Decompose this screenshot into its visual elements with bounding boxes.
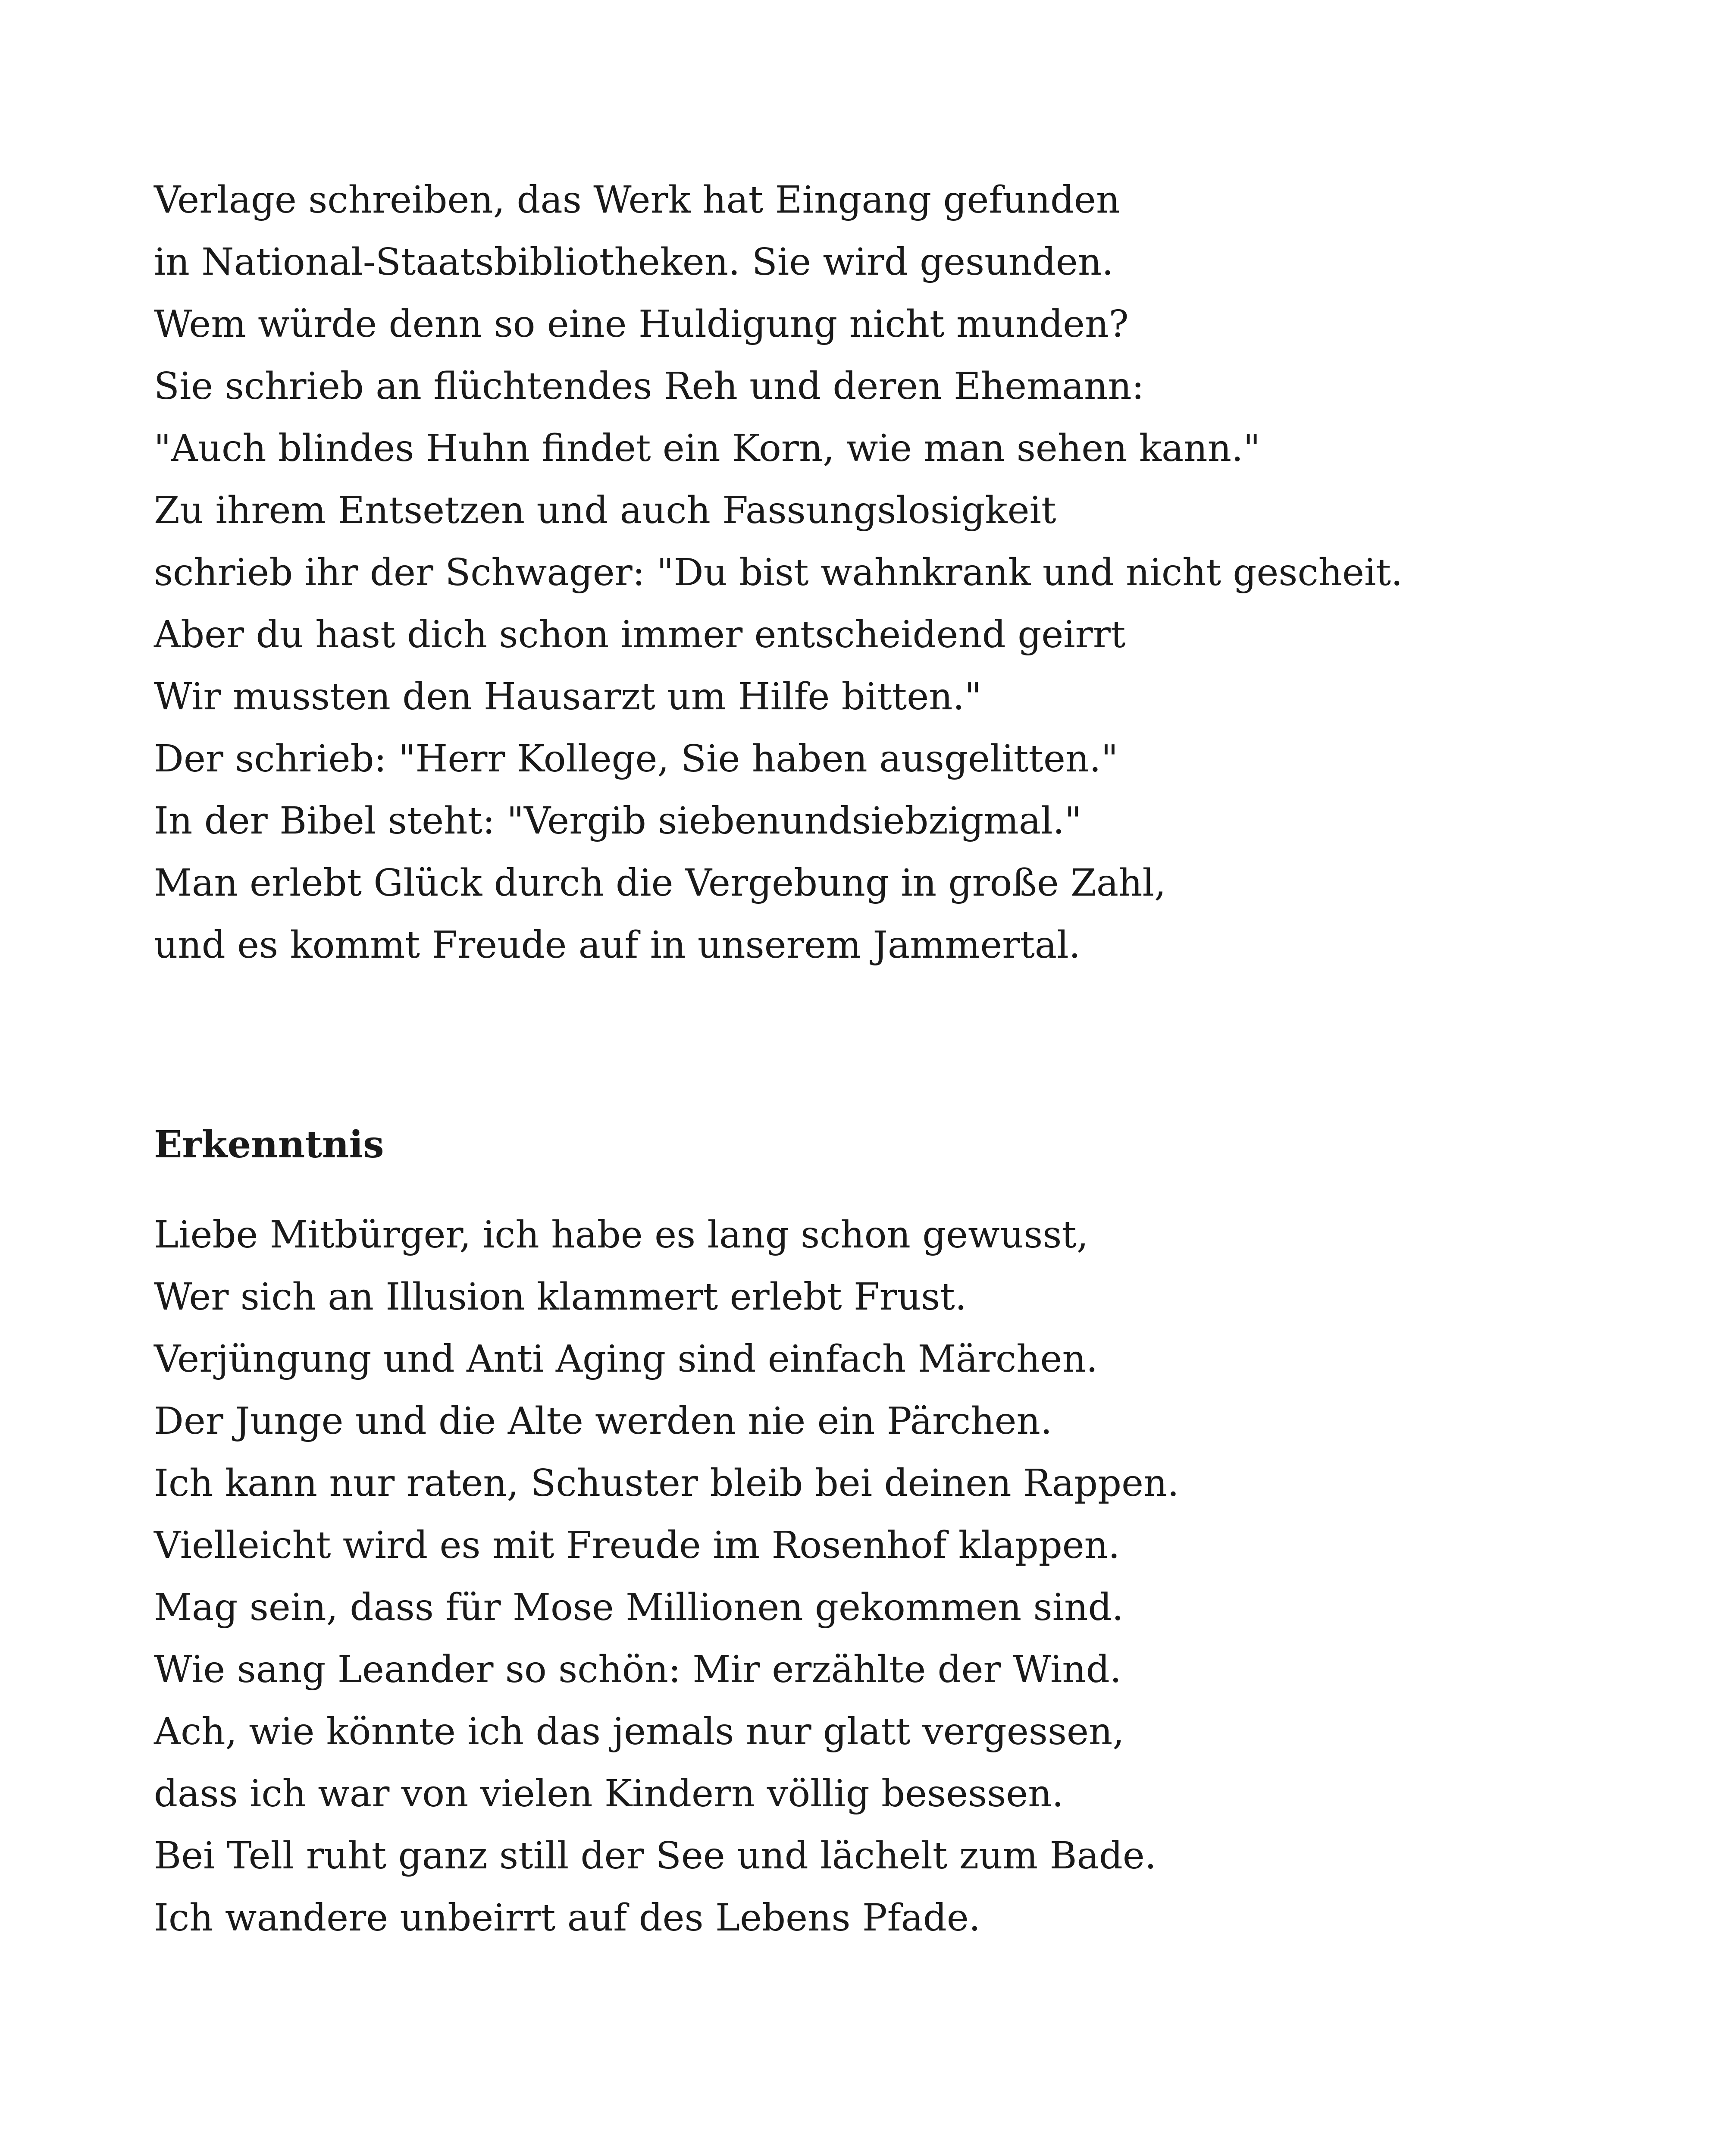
poem-line: Man erlebt Glück durch die Vergebung in große Zahl, [154,862,1166,905]
poem-line: Vielleicht wird es mit Freude im Rosenhof klappen. [154,1524,1120,1567]
poem-line: Zu ihrem Entsetzen und auch Fassungslosigkeit [154,489,1056,532]
poem-line: Aber du hast dich schon immer entscheidend geirrt [154,613,1126,656]
poem-line: Wie sang Leander so schön: Mir erzählte der Wind. [154,1648,1122,1691]
poem-line: Bei Tell ruht ganz still der See und lächelt zum Bade. [154,1834,1157,1877]
poem-line: Mag sein, dass für Mose Millionen gekommen sind. [154,1586,1124,1629]
poem-line: und es kommt Freude auf in unserem Jammertal. [154,924,1081,967]
poem-line: Verjüngung und Anti Aging sind einfach Märchen. [154,1338,1098,1381]
poem-line: Wem würde denn so eine Huldigung nicht munden? [154,303,1129,346]
poem-title: Erkenntnis [154,1123,384,1166]
poem-line: Sie schrieb an flüchtendes Reh und deren Ehemann: [154,365,1144,408]
poem-line: Liebe Mitbürger, ich habe es lang schon gewusst, [154,1213,1089,1257]
poem-line: Wer sich an Illusion klammert erlebt Frust. [154,1275,967,1319]
poem-line: schrieb ihr der Schwager: "Du bist wahnkrank und nicht gescheit. [154,551,1403,594]
poem-erkenntnis [154,1204,1179,1949]
poem-line: "Auch blindes Huhn findet ein Korn, wie man sehen kann." [154,427,1260,470]
poem-line: Der Junge und die Alte werden nie ein Pärchen. [154,1400,1052,1443]
poem-line: Ich kann nur raten, Schuster bleib bei deinen Rappen. [154,1462,1179,1505]
poem-line: Der schrieb: "Herr Kollege, Sie haben ausgelitten." [154,737,1118,780]
poem-line: Wir mussten den Hausarzt um Hilfe bitten." [154,675,982,718]
poem-line: in National-Staatsbibliotheken. Sie wird gesunden. [154,241,1114,284]
poem-line: Ich wandere unbeirrt auf des Lebens Pfade. [154,1896,981,1940]
poem-line: dass ich war von vielen Kindern völlig besessen. [154,1772,1064,1815]
poem-line: In der Bibel steht: "Vergib siebenundsiebzigmal." [154,799,1082,843]
poem-line: Ach, wie könnte ich das jemals nur glatt vergessen, [154,1710,1124,1753]
poem-continued [154,169,1403,976]
poem-line: Verlage schreiben, das Werk hat Eingang gefunden [154,179,1120,222]
